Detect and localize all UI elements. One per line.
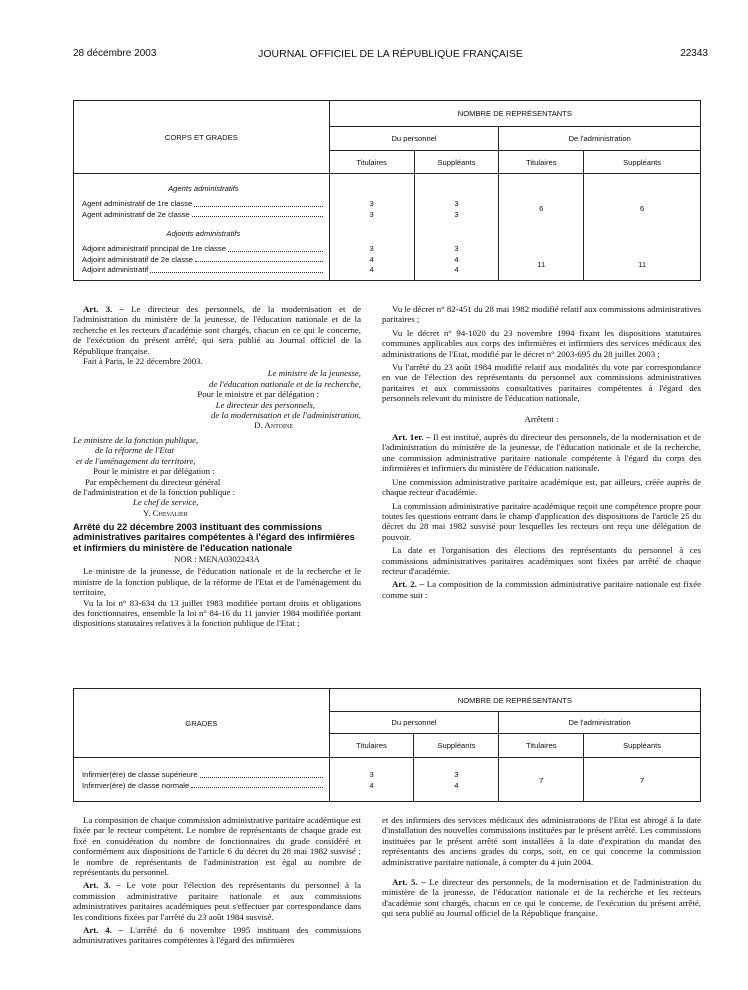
table-row (82, 770, 325, 781)
grades-cell (74, 758, 330, 802)
article-text: Il est institué, auprès du directeur des personnels, de la modernisation et de l'administration du ministère de la jeunesse, de l'éducation nationale et de la recherche, une commission administrative paritaire nationale compétente à l'égard du corps des infirmières et infirmiers du ministère de l'éducation nationale. (382, 432, 701, 474)
paragraph: Vu la loi n° 83-634 du 13 juillet 1983 modifiée portant droits et obligations des fonctionnaires, ensemble la loi n° 84-16 du 11 janvier 1984 modifiée portant dispositions statutaires relatives à la fonction publique de l'Etat ; (73, 597, 361, 629)
col-header-admin: De l'administration (499, 712, 701, 734)
signature-line: de l'administration et de la fonction publique : (73, 486, 236, 497)
col-header-suppleants: Suppléants (584, 734, 701, 758)
cell-value: 4 (369, 265, 374, 274)
signatory-name: D. Antoine (254, 420, 293, 431)
col-header-personnel: Du personnel (329, 712, 499, 734)
table-row (82, 265, 325, 276)
table-row (82, 199, 325, 210)
article-label: Art. 3. – (83, 304, 124, 314)
col-header-titulaires: Titulaires (329, 734, 414, 758)
header-page-number: 22343 (680, 48, 708, 59)
signature-line: de l'éducation nationale et de la recherche, (209, 378, 361, 389)
row-label: Agent administratif de 2e classe (82, 209, 190, 219)
cell-value: 3 (369, 199, 374, 208)
signature-line: Le chef de service, (133, 497, 199, 508)
row-label: Infirmier(ère) de classe supérieure (82, 770, 198, 779)
col-header-suppleants: Suppléants (414, 734, 499, 758)
cell-value: 4 (454, 780, 459, 790)
col-header-admin: De l'administration (499, 127, 701, 151)
left-column-lower (73, 815, 361, 946)
signature-line: Le ministre de la jeunesse, (267, 368, 361, 379)
paragraph: Vu l'arrêté du 23 août 1984 modifié relatif aux modalités du vote par correspondance en vue de l'élection des représentants du personnel aux commissions administratives paritaires et aux commissions consultatives paritaires compétentes à l'égard des personnels relevant du ministre de l'éducation nationale, (382, 362, 701, 404)
admin-suppleants-cell (584, 174, 701, 281)
arretent-heading: Arrêtent : (524, 413, 559, 424)
paragraph: Une commission administrative paritaire académique est, par ailleurs, créée auprès de chaque recteur d'académie. (382, 476, 701, 498)
signature-line: Pour le ministre et par délégation : (197, 389, 319, 400)
article-text: Le directeur des personnels, de la modernisation et de l'administration du ministère de la jeunesse, de l'éducation nationale et de la recherche et les recteurs d'académie sont chargés, chacun en ce qui le concerne, de l'exécution du présent arrêté, qui sera publié au Journal officiel de la République française. (73, 304, 362, 356)
signature-line: Pour le ministre et par délégation : (93, 466, 215, 477)
col-header-grades: GRADES (74, 689, 330, 758)
admin-suppleants-cell (584, 758, 701, 802)
section-title: Agents administratifs (168, 184, 239, 193)
cell-value: 11 (638, 259, 647, 269)
admin-titulaires-cell (499, 174, 584, 281)
nor-reference: NOR : MENA0302243A (174, 554, 260, 565)
grades-cell (74, 174, 330, 281)
signature-line: et de l'aménagement du territoire, (76, 455, 196, 466)
left-column-upper (73, 304, 361, 629)
article-label: Art. 1er. – (392, 432, 431, 443)
signature-block-2 (73, 435, 361, 518)
cell-value: 4 (369, 254, 374, 264)
paragraph: Vu le décret n° 82-451 du 28 mai 1982 modifié relatif aux commissions administratives paritaires ; (382, 304, 701, 325)
row-label: Adjoint administratif de 2e classe (82, 254, 194, 264)
decree-title: Arrêté du 22 décembre 2003 instituant des commissions administratives paritaires compétentes à l'égard des infirmières et infirmiers du ministère de l'éducation nationale (73, 522, 355, 553)
col-header-titulaires: Titulaires (499, 734, 584, 758)
paragraph: La composition de chaque commission administrative paritaire académique est fixée par le recteur compétent. Le nombre de représentants de chaque grade est fixé en considération du nombre de fonctionnaires du grade considéré et conformément aux dispositions de l'article 6 du décret du 28 mai 1982 susvisé ; le nombre de représentants de l'administration est égal au nombre de représentants du personnel. (73, 815, 361, 878)
row-label: Agent administratif de 1re classe (82, 199, 193, 208)
cell-value: 7 (539, 776, 544, 785)
signatory-name: Y. Chevalier (143, 507, 188, 518)
col-header-personnel: Du personnel (329, 127, 499, 151)
cell-value: 3 (454, 244, 459, 253)
article-text: La composition de la commission administrative paritaire nationale est fixée comme suit : (382, 579, 702, 600)
cell-value: 4 (369, 780, 374, 790)
header-date: 28 décembre 2003 (73, 48, 157, 59)
cell-value: 6 (539, 204, 544, 213)
signature-block-1 (73, 368, 361, 430)
table-row (82, 244, 325, 255)
paragraph: La commission administrative paritaire académique reçoit une compétence propre pour toutes les questions entrant dans le champ d'application des dispositions de l'article 25 du décret du 28 mai 1982 susvisé pour lesquelles les recteurs ont reçu une délégation de pouvoir. (382, 500, 701, 542)
row-label: Infirmier(ère) de classe normale (82, 780, 190, 790)
article-text: L'arrêté du 6 novembre 1995 instituant des commissions administratives paritaires compétentes à l'égard des infirmières (73, 925, 362, 946)
cell-value: 6 (639, 204, 645, 213)
col-header-titulaires: Titulaires (499, 151, 584, 174)
cell-value: 3 (454, 199, 459, 208)
representatives-table-1 (73, 100, 701, 281)
admin-titulaires-cell (499, 758, 584, 802)
titulaires-cell (329, 174, 414, 281)
cell-value: 3 (369, 770, 374, 779)
section-title: Adjoints administratifs (166, 229, 241, 238)
cell-value: 3 (369, 209, 374, 219)
signature-line: Le directeur des personnels, (215, 399, 315, 410)
right-column-upper (382, 304, 701, 600)
cell-value: 3 (369, 244, 374, 253)
header-journal-title: JOURNAL OFFICIEL DE LA RÉPUBLIQUE FRANÇAISE (258, 48, 523, 60)
article-label: Art. 5. – (392, 877, 426, 888)
col-header-corps: CORPS ET GRADES (74, 101, 330, 174)
signature-line: de la modernisation et de l'administration, (211, 410, 361, 421)
col-header-suppleants: Suppléants (414, 151, 499, 174)
signature-line: Le ministre de la fonction publique, (73, 434, 199, 445)
representatives-table-2 (73, 688, 701, 802)
row-label: Adjoint administratif (82, 265, 149, 274)
paragraph: Le ministre de la jeunesse, de l'éducation nationale et de la recherche et le ministre de la fonction publique, de la réforme de l'Etat et de l'aménagement du territoire, (73, 566, 361, 598)
cell-value: 4 (454, 265, 459, 274)
col-header-suppleants: Suppléants (584, 151, 701, 174)
paragraph: Vu le décret n° 94-1020 du 23 novembre 1994 fixant les dispositions statutaires communes applicables aux corps des infirmières et infirmiers des services médicaux des administrations de l'Etat, modifié par le décret n° 2003-695 du 28 juillet 2003 ; (382, 327, 701, 359)
cell-value: 3 (454, 209, 459, 219)
right-column-lower (382, 815, 701, 919)
suppleants-cell (414, 174, 499, 281)
paragraph: et des infirmiers des services médicaux des administrations de l'Etat est abrogé à la date d'installation des nouvelles commissions instituées par le présent arrêté. Les commissions instituées par le présent arrêté sont installées à la date d'expiration du mandat des représentants des anciens grades du corps, soit, en ce qui concerne la commission administrative paritaire nationale, à compter du 4 juin 2004. (382, 815, 701, 867)
cell-value: 7 (639, 776, 645, 785)
row-label: Adjoint administratif principal de 1re classe (82, 244, 226, 253)
cell-value: 3 (454, 770, 459, 779)
article-label: Art. 3. – (83, 880, 121, 891)
running-header (73, 48, 708, 62)
table-row (82, 255, 325, 266)
cell-value: 11 (537, 259, 546, 269)
col-header-titulaires: Titulaires (329, 151, 414, 174)
col-header-nombre: NOMBRE DE REPRÉSENTANTS (329, 689, 700, 712)
article-label: Art. 4. – (83, 925, 124, 936)
suppleants-cell (414, 758, 499, 802)
article-text: Le vote pour l'élection des représentants du personnel à la commission administrative paritaire nationale et aux commissions administratives paritaires académiques peut s'effectuer par correspondance dans les conditions fixées par l'arrêté du 23 août 1984 susvisé. (73, 880, 361, 922)
col-header-nombre: NOMBRE DE REPRÉSENTANTS (329, 101, 700, 127)
fait-a-paris: Fait à Paris, le 22 décembre 2003. (83, 356, 203, 367)
signature-line: de la réforme de l'Etat (95, 445, 175, 456)
cell-value: 4 (454, 254, 459, 264)
signature-line: Par empêchement du directeur général (85, 476, 221, 487)
article-label: Art. 2. – (392, 579, 424, 590)
paragraph: La date et l'organisation des élections des représentants du personnel à ces commissions administratives paritaires académiques sont fixées par arrêté de chaque recteur d'académie. (382, 545, 701, 576)
titulaires-cell (329, 758, 414, 802)
table-row (82, 210, 325, 221)
article-text: Le directeur des personnels, de la modernisation et de l'administration du ministère de la jeunesse, de l'éducation nationale et de la recherche et les recteurs d'académie sont chargés, chacun en ce qui le concerne, de l'exécution du présent arrêté, qui sera publié au Journal officiel de la République française. (382, 877, 701, 919)
table-row (82, 781, 325, 792)
